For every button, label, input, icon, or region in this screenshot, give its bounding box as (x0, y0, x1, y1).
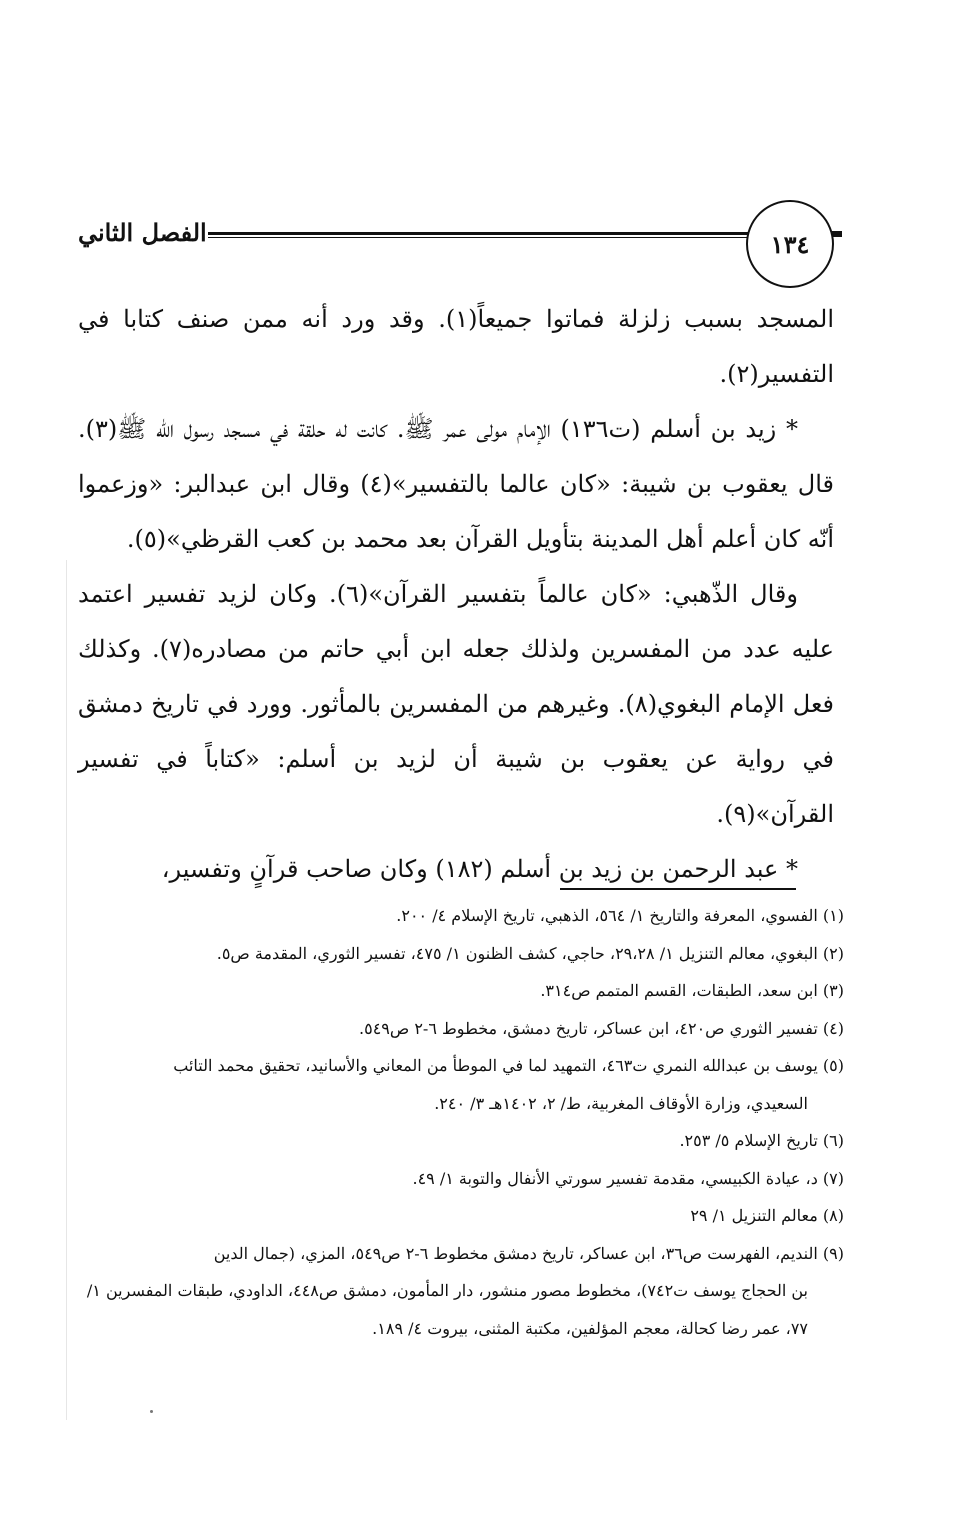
page-number: ١٣٤ (770, 229, 810, 259)
footnote-continuation: بن الحجاج يوسف ت٧٤٢)، مخطوط مصور منشور، دار المأمون، دمشق ص٤٤٨، الداودي، طبقات المفسرين ١/ ٧٧، عمر رضا كحالة، معجم المؤلفين، مكتبة المثنى، بيروت ٤/ ١٨٩. (86, 1281, 808, 1338)
footnote-text: (٢) البغوي، معالم التنزيل ١/ ٢٩،٢٨، حاجي، كشف الظنون ١/ ٤٧٥، تفسير الثوري، المقدمة ص٥. (216, 943, 844, 963)
paragraph: * عبد الرحمن بن زيد بن أسلم (١٨٢) وكان صاحب قرآنٍ وتفسير، (161, 855, 798, 883)
header-rule-thin (208, 237, 828, 238)
footnote (78, 1197, 844, 1235)
footnote-text: (٤) تفسير الثوري ص٤٢٠، ابن عساكر، تاريخ دمشق، مخطوط ٦-٢ ص٥٤٩. (359, 1018, 844, 1038)
header-rule-end (832, 231, 842, 237)
page-number-circle (746, 200, 834, 288)
footnote-text: (١) الفسوي، المعرفة والتاريخ ١/ ٥٦٤، الذهبي، تاريخ الإسلام ٤/ ٢٠٠. (396, 906, 844, 925)
footnote (78, 1047, 844, 1122)
footnote (78, 1235, 844, 1348)
scan-speck (150, 1410, 153, 1413)
footnote-text: (٨) معالم التنزيل ١/ ٢٩ (690, 1206, 844, 1225)
page-header (78, 200, 838, 290)
footnotes (78, 897, 844, 1347)
footnote (78, 1122, 844, 1160)
page-edge-shadow (66, 560, 67, 1420)
header-rule (208, 232, 828, 235)
chapter-title: الفصل الثاني (78, 218, 207, 247)
paragraph: * زيد بن أسلم (ت١٣٦) الإمام مولى عمر ﷺ. كانت له حلقة في مسجد رسول الله ﷺ(٣). قال يعقوب بن شيبة: «كان عالما بالتفسير»(٤) وقال ابن عبدالبر: «وزعموا أنّه كان أعلم أهل المدينة بتأويل القرآن بعد محمد بن كعب القرظي»(٥). (78, 415, 834, 553)
footnote (78, 972, 844, 1010)
main-text (78, 292, 834, 897)
footnote-separator (560, 888, 796, 890)
footnote (78, 1160, 844, 1198)
footnote (78, 935, 844, 973)
paragraph: وقال الذّهبي: «كان عالماً بتفسير القرآن»(٦). وكان لزيد تفسير اعتمد عليه عدد من المفسرين ولذلك جعله ابن أبي حاتم من مصادره(٧). وكذلك فعل الإمام البغوي(٨). وغيرهم من المفسرين بالمأثور. وورد في تاريخ دمشق في رواية عن يعقوب بن شيبة أن لزيد بن أسلم: «كتاباً في تفسير القرآن»(٩). (78, 580, 834, 828)
footnote-text: (٩) النديم، الفهرست ص٣٦، ابن عساكر، تاريخ دمشق مخطوط ٦-٢ ص٥٤٩، المزي، (جمال الدين (213, 1243, 844, 1263)
footnote (78, 897, 844, 935)
footnote-text: (٥) يوسف بن عبدالله النمري ت٤٦٣، التمهيد لما في الموطأ من المعاني والأسانيد، تحقيق محمد التائب (173, 1056, 844, 1075)
footnote-text: (٧) د، عيادة الكبيسي، مقدمة تفسير سورتي الأنفال والتوبة ١/ ٤٩. (412, 1168, 844, 1188)
footnote (78, 1010, 844, 1048)
footnote-text: (٦) تاريخ الإسلام ٥/ ٢٥٣. (679, 1131, 844, 1150)
paragraph: المسجد بسبب زلزلة فماتوا جميعاً(١). وقد ورد أنه ممن صنف كتابا في التفسير(٢). (78, 305, 834, 388)
footnote-text: (٣) ابن سعد، الطبقات، القسم المتمم ص٣١٤. (540, 981, 844, 1000)
footnote-continuation: السعيدي، وزارة الأوقاف المغربية، ط/ ٢، ١٤٠٢هـ ٣/ ٢٤٠. (434, 1093, 808, 1113)
